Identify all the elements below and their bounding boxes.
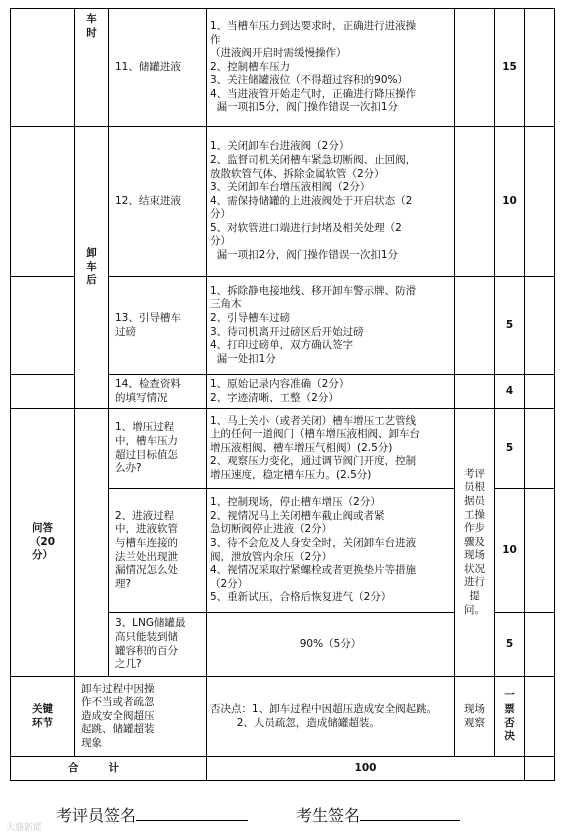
veto-cell [207,677,455,757]
item-cell: 12、结束进液 [109,127,207,277]
criteria-line: 1、拆除静电接地线、移开卸车警示牌、防滑 [210,284,417,297]
question-line: 超过目标值怎 [115,448,178,461]
answer-line: 2、观察压力变化，通过调节阀门开度，控制 [210,455,417,468]
item-line: 14、检查资料 [115,377,181,390]
category-line: 问答 [32,522,53,535]
criteria-line: 4、当进液管开始走气时，正确进行降压操作 [210,87,417,100]
answer-line: 增压速度，稳定槽车压力。(2.5分) [210,468,372,481]
criteria-line: 漏一项扣5分，阀门操作错误一次扣1分 [210,101,399,114]
score-cell: 10 [495,489,525,613]
criteria-line: 漏一项扣2分，阀门操作错误一次扣1分 [210,249,399,262]
answer-line: 急切断阀停止进液（2分） [210,523,333,536]
key-item-cell [75,677,207,757]
examiner-signature [56,803,248,826]
category-cell [75,127,109,409]
question-cell [109,489,207,613]
candidate-signature-label: 考生签名 [296,806,361,825]
veto-char: 决 [504,730,515,743]
key-method-cell [455,677,495,757]
answer-line: 5、重新试压，合格后恢复进气（2分） [210,591,392,604]
criteria-line: 1、关闭卸车台进液阀（2分） [210,140,350,153]
answer-line: （2分） [210,577,249,590]
key-item-line: 造成安全阀超压 [81,709,155,722]
criteria-line: 2、控制槽车压力 [210,60,291,73]
method-line: 观察 [464,716,485,729]
method-line: 现场 [464,549,485,562]
criteria-line: 作 [210,33,221,46]
item-cell: 11、储罐进液 [109,9,207,127]
criteria-line: 4、打印过磅单，双方确认签字 [210,339,354,352]
item-cell [109,375,207,409]
scoring-table-wrapper [10,8,554,781]
examiner-signature-label: 考评员签名 [56,806,137,825]
candidate-signature-line[interactable] [360,806,460,821]
key-item-line: 现象 [81,736,102,749]
category-char: 车 [86,13,97,25]
score-cell: 15 [495,9,525,127]
left-blank-cell [11,9,75,127]
method-line: 提 [469,590,480,603]
table-row [11,677,555,757]
criteria-line: 5、对软管进口端进行封堵及相关处理（2 [210,221,402,234]
item-line: 13、引导槽车 [115,311,181,324]
category-char: 后 [86,274,97,287]
criteria-line: 3、关闭卸车台增压液相阀（2分） [210,181,371,194]
category-line: （20 [29,535,56,548]
criteria-line: 1、当槽车压力到达要求时，正确进行进液操 [210,19,417,32]
criteria-line: 三角木 [210,298,242,311]
answer-cell [207,409,455,489]
method-line: 工操 [464,508,485,521]
method-cell [455,9,495,127]
question-line: 1、增压过程 [115,421,175,434]
blank-cell [525,127,555,277]
left-blank-cell [11,375,75,409]
method-cell [455,375,495,409]
table-row [11,409,555,489]
key-category-cell [11,677,75,757]
category-char: 车 [86,260,97,273]
question-cell [109,409,207,489]
category-char: 卸 [86,247,97,260]
qa-blank-cell [75,409,109,677]
answer-line: 2、视情况马上关闭槽车截止阀或者紧 [210,509,385,522]
criteria-line: 3、关注储罐液位（不得超过容积的90%） [210,74,409,87]
question-line: 法兰处出现泄 [115,550,178,563]
left-blank-cell [11,127,75,277]
answer-line: 阀，泄放管内余压（2分） [210,550,333,563]
question-cell [109,613,207,677]
answer-line: 上的任何一道阀门（槽车增压液相阀、卸车台 [210,428,420,441]
blank-cell [525,375,555,409]
watermark: 大盛新能 [6,823,43,833]
total-value: 100 [207,757,525,781]
qa-method-cell [455,409,495,677]
criteria-cell [207,277,455,375]
blank-cell [525,9,555,127]
score-cell: 5 [495,409,525,489]
criteria-line: 1、原始记录内容准确（2分） [210,377,350,390]
answer-line: 增压液相阀、槽车增压气相阀）(2.5分) [210,441,393,454]
method-line: 作步 [464,522,485,535]
left-blank-cell [11,277,75,375]
method-line: 问。 [464,603,485,616]
answer-line: 90%（5分） [299,637,362,650]
criteria-line: 2、引导槽车过磅 [210,311,291,324]
criteria-line: 分） [210,208,231,221]
category-line: 分） [32,549,53,562]
question-line: 理? [115,577,132,590]
criteria-cell [207,375,455,409]
category-line: 关键 [32,702,53,715]
criteria-cell [207,127,455,277]
candidate-signature [296,803,460,826]
blank-cell [525,677,555,757]
answer-line: 3、待不会危及人身安全时，关闭卸车台进液 [210,536,417,549]
veto-char: 票 [504,702,515,715]
question-line: 与槽车连接的 [115,536,178,549]
blank-cell [525,757,555,781]
blank-cell [525,489,555,613]
question-line: 2、进液过程 [115,509,175,522]
item-line: 过磅 [115,325,136,338]
question-line: 么办? [115,462,142,475]
scoring-table [10,8,555,781]
criteria-line: 4、需保持储罐的上进液阀处于开启状态（2 [210,194,413,207]
answer-line: 1、马上关小（或者关闭）槽车增压工艺管线 [210,414,417,427]
key-item-line: 卸车过程中因操 [81,682,155,695]
method-line: 员根 [464,481,485,494]
key-item-line: 作不当或者疏忽 [81,696,155,709]
method-line: 进行 [464,576,485,589]
method-cell [455,127,495,277]
question-line: 罐容积的百分 [115,644,178,657]
total-label: 合计 [11,757,207,781]
total-row [11,757,555,781]
question-line: 3、LNG储罐最 [115,617,186,630]
question-line: 之几? [115,658,142,671]
criteria-line: 分） [210,235,231,248]
examiner-signature-line[interactable] [136,806,248,821]
category-cell [75,9,109,127]
veto-line: 否决点：1、卸车过程中因超压造成安全阀起跳。 [210,702,438,715]
score-cell: 10 [495,127,525,277]
criteria-line: 漏一处扣1分 [210,352,276,365]
score-cell: 5 [495,277,525,375]
answer-cell [207,613,455,677]
criteria-line: 放散软管气体、拆除金属软管（2分） [210,167,385,180]
question-line: 中，槽车压力 [115,434,178,447]
qa-category-cell [11,409,75,677]
method-line: 骤及 [464,535,485,548]
method-line: 考评 [464,467,485,480]
answer-cell [207,489,455,613]
answer-line: 1、控制现场，停止槽车增压（2分） [210,496,381,509]
key-item-line: 起跳、储罐超装 [81,723,155,736]
veto-char: 一 [504,689,515,702]
category-line: 环节 [32,716,53,729]
criteria-line: （进液阀开启时需缓慢操作） [210,47,347,60]
question-line: 漏情况怎么处 [115,564,178,577]
criteria-line: 2、监督司机关闭槽车紧急切断阀、止回阀， [210,153,417,166]
veto-line: 2、人员疏忽，造成储罐超装。 [210,716,380,729]
criteria-line: 3、待司机离开过磅区后开始过磅 [210,325,364,338]
method-line: 状况 [464,562,485,575]
blank-cell [525,613,555,677]
criteria-line: 2、字迹清晰、工整（2分） [210,391,339,404]
question-line: 高只能装到储 [115,630,178,643]
method-line: 现场 [464,702,485,715]
blank-cell [525,277,555,375]
blank-cell [525,409,555,489]
category-char: 时 [86,26,97,39]
question-line: 中，进液软管 [115,523,178,536]
key-score-cell [495,677,525,757]
table-row [11,9,555,127]
item-cell [109,277,207,375]
criteria-cell [207,9,455,127]
score-cell: 5 [495,613,525,677]
answer-line: 4、视情况采取拧紧螺栓或者更换垫片等措施 [210,564,417,577]
score-cell: 4 [495,375,525,409]
method-cell [455,277,495,375]
table-row [11,127,555,277]
method-line: 据员 [464,494,485,507]
veto-char: 否 [504,716,515,729]
item-line: 的填写情况 [115,391,168,404]
